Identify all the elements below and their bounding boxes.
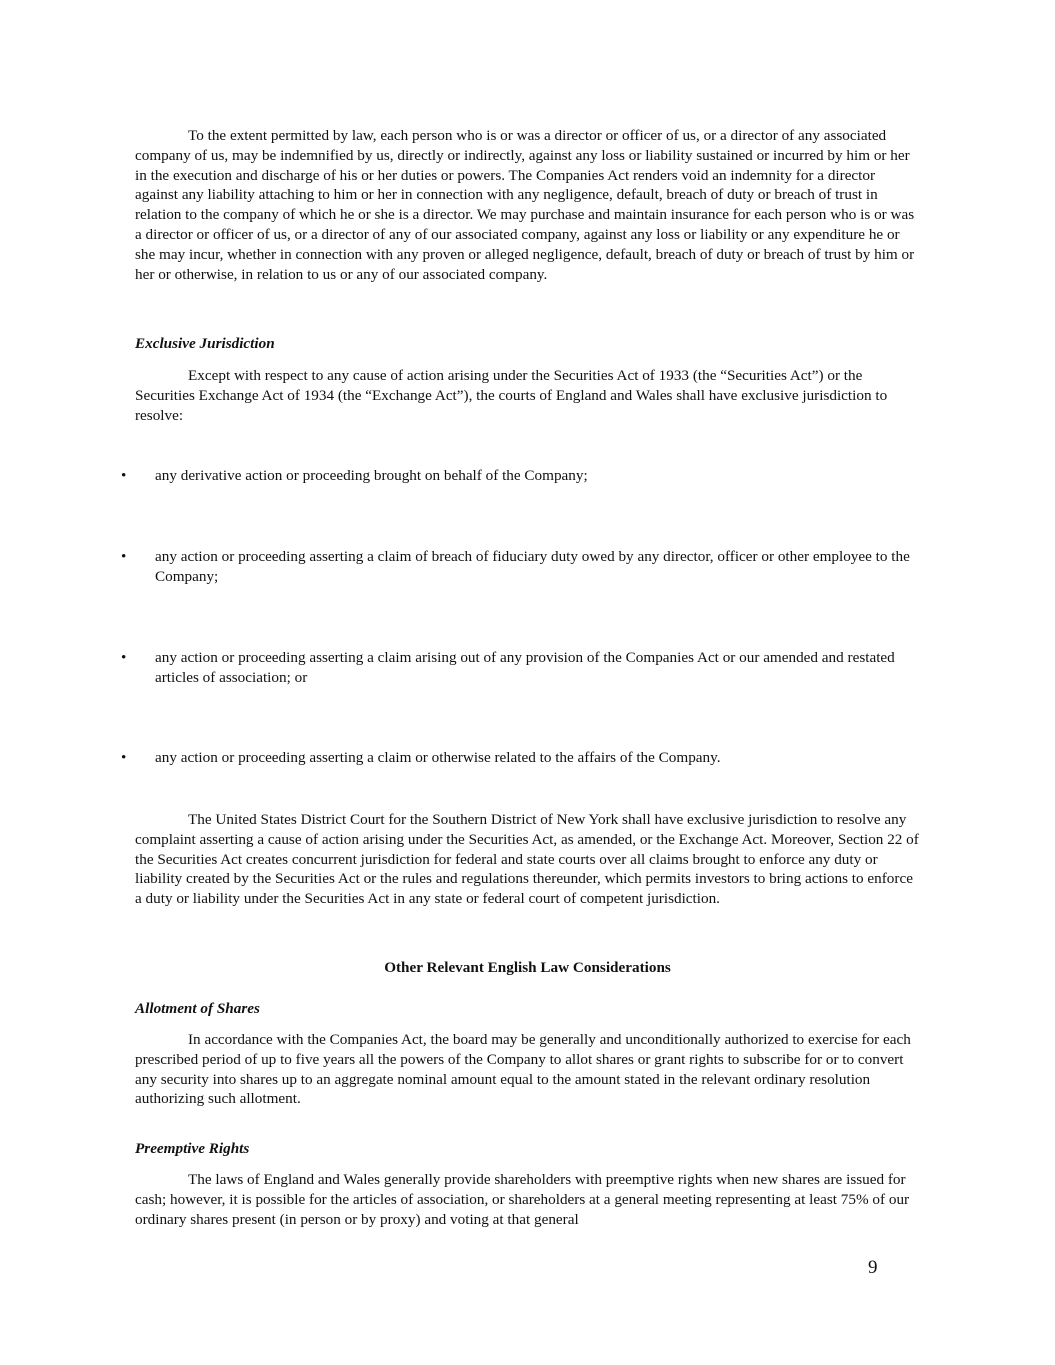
district-court-paragraph: The United States District Court for the Southern District of New York shall have exclusive jurisdiction to resolve any complaint asserting a cause of action arising under the Securities Act, as amended, or the Exchange Act. Moreover, Section 22 of the Securities Act creates concurrent jurisdiction for federal and state courts over all claims brought to enforce any duty or liability created by the Securities Act or the rules and regulations thereunder, which permits investors to bring actions to enforce a duty or liability under the Securities Act in any state or federal court of competent jurisdiction.	[135, 811, 919, 908]
allotment-section	[135, 1030, 920, 1109]
bullet-symbol: •	[121, 649, 127, 666]
page-number: 9	[868, 1257, 878, 1278]
preemptive-section	[135, 1170, 920, 1229]
jurisdiction-intro-paragraph: Except with respect to any cause of action arising under the Securities Act of 1933 (the “Securities Act”) or the Securities Exchange Act of 1934 (the “Exchange Act”), the courts of England and Wales shall have exclusive jurisdiction to resolve:	[135, 367, 888, 424]
allotment-heading: Allotment of Shares	[135, 1000, 260, 1017]
bullet-text: any action or proceeding asserting a claim arising out of any provision of the Companies Act or our amended and restated articles of association; or	[155, 649, 895, 686]
bullet-text: any action or proceeding asserting a claim of breach of fiduciary duty owed by any director, officer or other employee to the Company;	[155, 548, 910, 585]
bullet-symbol: •	[121, 749, 127, 766]
other-considerations-heading: Other Relevant English Law Considerations	[384, 959, 671, 976]
bullet-text: any derivative action or proceeding brought on behalf of the Company;	[155, 467, 588, 484]
preemptive-heading: Preemptive Rights	[135, 1140, 250, 1157]
bullet-symbol: •	[121, 548, 127, 565]
district-court-section	[135, 810, 920, 909]
bullet-text: any action or proceeding asserting a claim or otherwise related to the affairs of the Company.	[155, 749, 721, 766]
exclusive-jurisdiction-heading: Exclusive Jurisdiction	[135, 335, 275, 352]
indemnity-paragraph: To the extent permitted by law, each person who is or was a director or officer of us, or a director of any associated company of us, may be indemnified by us, directly or indirectly, against any loss or liability sustained or incurred by him or her in the execution and discharge of his or her duties or powers. The Companies Act renders void an indemnity for a director against any liability attaching to him or her in connection with any negligence, default, breach of duty or breach of trust in relation to the company of which he or she is a director. We may purchase and maintain insurance for each person who is or was a director or officer of us, or a director of any of our associated company, against any loss or liability or any expenditure he or she may incur, whether in connection with any proven or alleged negligence, default, breach of duty or breach of trust by him or her or otherwise, in relation to us or any of our associated company.	[135, 127, 915, 283]
preemptive-paragraph: The laws of England and Wales generally provide shareholders with preemptive rights when new shares are issued for cash; however, it is possible for the articles of association, or shareholders at a general meeting representing at least 75% of our ordinary shares present (in person or by proxy) and voting at that general	[135, 1171, 910, 1228]
allotment-paragraph: In accordance with the Companies Act, the board may be generally and unconditionally authorized to exercise for each prescribed period of up to five years all the powers of the Company to allot shares or grant rights to subscribe for or to convert any security into shares up to an aggregate nominal amount equal to the amount stated in the relevant ordinary resolution authorizing such allotment.	[135, 1031, 911, 1108]
bullet-symbol: •	[121, 467, 127, 484]
jurisdiction-intro-section	[135, 366, 920, 425]
indemnity-section	[135, 126, 920, 284]
